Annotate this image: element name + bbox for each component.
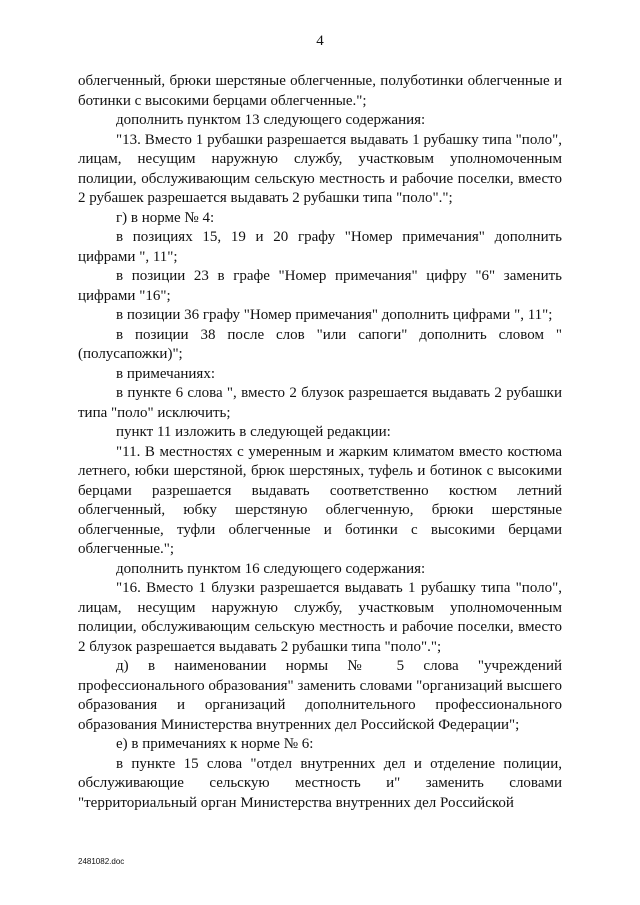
paragraph: дополнить пунктом 16 следующего содержания: (116, 560, 426, 577)
paragraph: в позициях 15, 19 и 20 графу "Номер примечания" дополнить цифрами ", 11"; (78, 229, 562, 265)
paragraph: д) в наименовании нормы № 5 слова "учреждений профессионального образования" заменить словами "организаций высшего образования и организаций дополнительного профессионального образования Министерства внутренних дел Российской Федерации"; (78, 658, 562, 733)
paragraph: пункт 11 изложить в следующей редакции: (116, 424, 391, 440)
paragraph: е) в примечаниях к норме № 6: (116, 736, 314, 752)
paragraph: в позиции 36 графу "Номер примечания" дополнить цифрами ", 11"; (116, 307, 553, 323)
paragraph: г) в норме № 4: (116, 209, 215, 226)
paragraph: "11. В местностях с умеренным и жарким климатом вместо костюма летнего, юбки шерстяной, брюк шерстяных, туфель и ботинок с высокими берцами разрешается выдавать соответственно костюм летний облегченный, юбку шерстяную облегченную, брюки шерстяные облегченные, туфли облегченные и ботинки с высокими берцами облегченные."; (78, 443, 562, 557)
paragraph: дополнить пунктом 13 следующего содержания: (116, 112, 426, 128)
paragraph: "13. Вместо 1 рубашки разрешается выдавать 1 рубашку типа "поло", лицам, несущим наружную службу, участковым уполномоченным полиции, обслуживающим сельскую местность и рабочие поселки, вместо 2 рубашек разрешается выдавать 2 рубашки типа "поло"."; (78, 131, 562, 206)
paragraph: в пункте 15 слова "отдел внутренних дел и отделение полиции, обслуживающие сельскую местность и" заменить словами "территориальный орган Министерства внутренних дел Российской (78, 755, 562, 811)
footer-filename: 2481082.doc (78, 857, 125, 866)
paragraph: облегченный, брюки шерстяные облегченные, полуботинки облегченные и ботинки с высокими берцами облегченные."; (78, 73, 562, 109)
document-body (78, 72, 562, 813)
paragraph: "16. Вместо 1 блузки разрешается выдавать 1 рубашку типа "поло", лицам, несущим наружную службу, участковым уполномоченным полиции, обслуживающим сельскую местность и рабочие поселки, вместо 2 блузок разрешается выдавать 2 рубашки типа "поло"."; (78, 580, 562, 655)
paragraph: в пункте 6 слова ", вместо 2 блузок разрешается выдавать 2 рубашки типа "поло" исключить; (78, 385, 562, 421)
page-number: 4 (316, 33, 324, 49)
paragraph: в позиции 38 после слов "или сапоги" дополнить словом "(полусапожки)"; (78, 326, 562, 362)
paragraph: в примечаниях: (116, 365, 215, 382)
paragraph: в позиции 23 в графе "Номер примечания" цифру "6" заменить цифрами "16"; (78, 268, 562, 304)
